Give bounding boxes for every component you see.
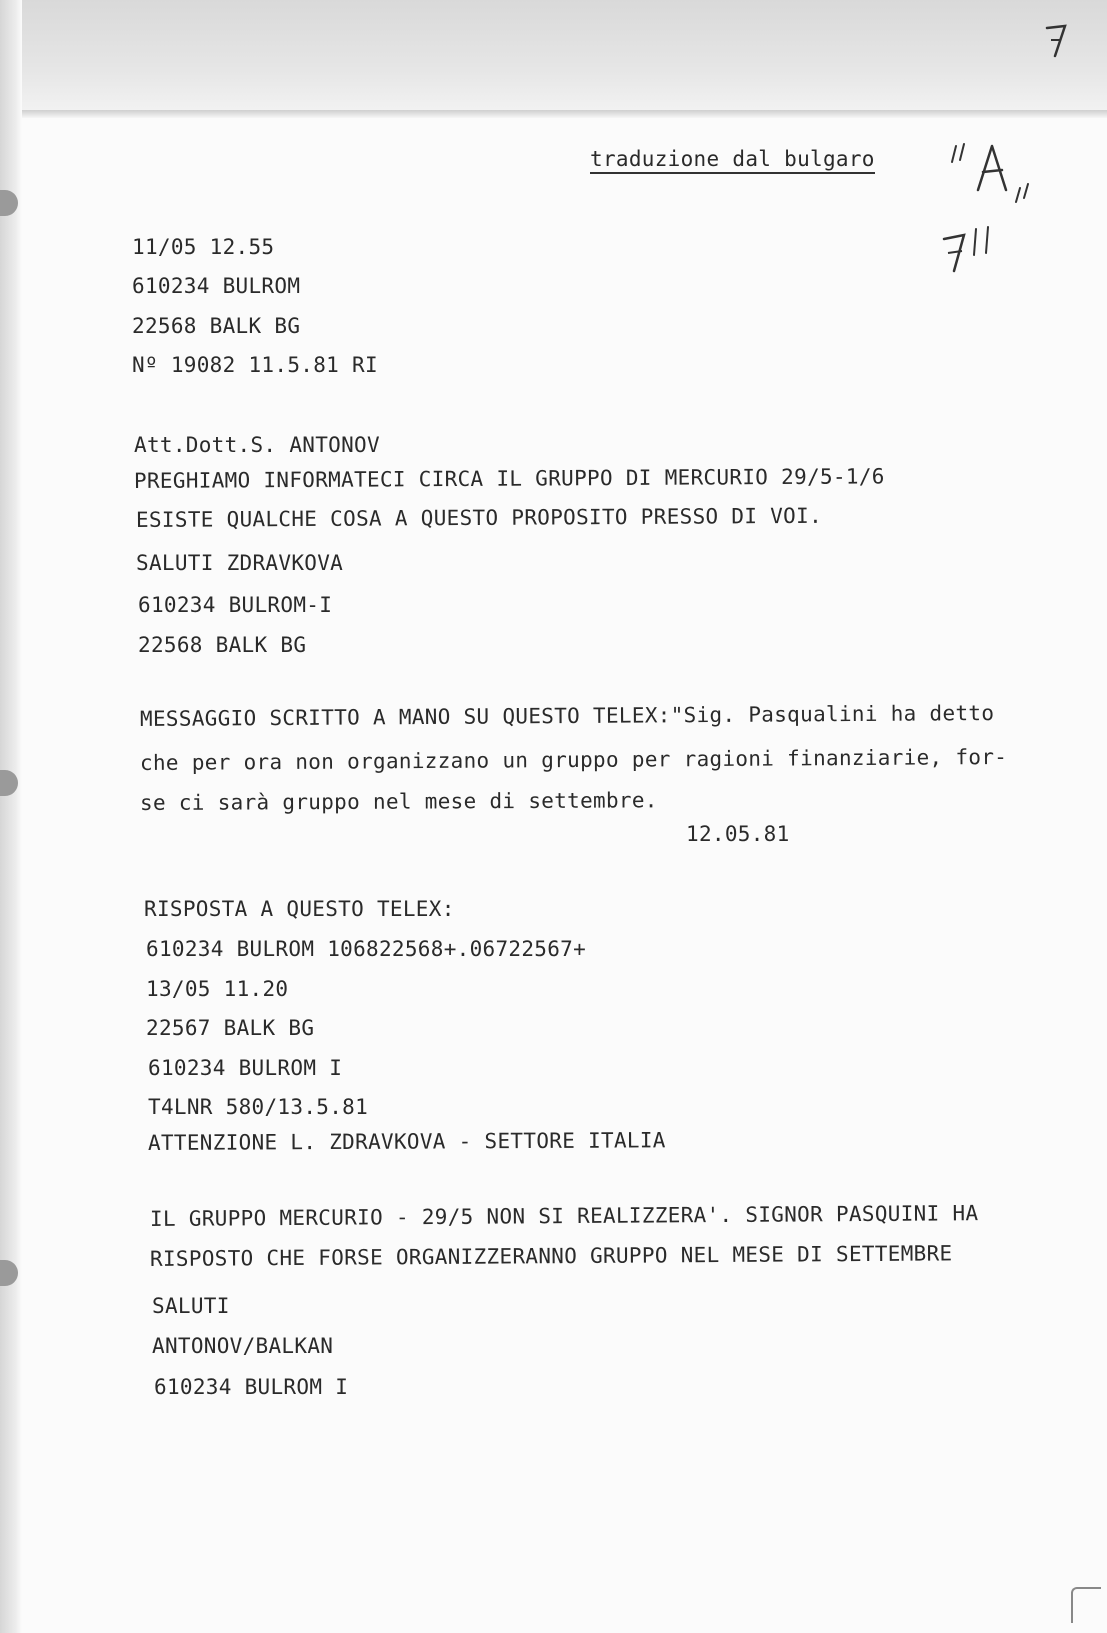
reply-sender-code: 22567 BALK BG (146, 1016, 315, 1040)
message-recipient-code: 22568 BALK BG (138, 633, 307, 657)
handwritten-number-annotation (940, 225, 1010, 275)
page-top-edge (10, 110, 1107, 118)
message-sender-code: 610234 BULROM-I (138, 593, 333, 617)
page-corner-mark (1071, 1587, 1101, 1623)
handwritten-page-number (1045, 22, 1067, 58)
reply-body-line: RISPOSTO CHE FORSE ORGANIZZERANNO GRUPPO NEL MESE DI SETTEMBRE (149, 1241, 953, 1271)
translation-heading: traduzione dal bulgaro (590, 146, 875, 174)
handwritten-a-annotation (950, 140, 1060, 220)
scan-left-margin (0, 0, 22, 1633)
reply-signature: ANTONOV/BALKAN (152, 1334, 334, 1358)
message-text-line: PREGHIAMO INFORMATECI CIRCA IL GRUPPO DI MERCURIO 29/5-1/6 (133, 464, 885, 493)
reply-recipient-code: 610234 BULROM I (148, 1056, 343, 1080)
handwritten-note-line: che per ora non organizzano un gruppo per ragioni finanziarie, for- (139, 744, 1008, 775)
reply-date-time: 13/05 11.20 (146, 977, 289, 1001)
reply-code-line: 610234 BULROM 106822568+.06722567+ (146, 937, 587, 961)
message-attention-line: Att.Dott.S. ANTONOV (134, 433, 380, 457)
scan-top-shadow (0, 0, 1107, 118)
handwritten-note-line: se ci sarà gruppo nel mese di settembre. (139, 788, 658, 815)
message-text-line: ESISTE QUALCHE COSA A QUESTO PROPOSITO PRESSO DI VOI. (135, 503, 823, 532)
telex-date-time: 11/05 12.55 (132, 235, 275, 259)
reply-sender-code: 610234 BULROM I (154, 1375, 349, 1399)
reply-heading: RISPOSTA A QUESTO TELEX: (144, 897, 455, 921)
telex-recipient-code: 22568 BALK BG (132, 314, 301, 338)
handwritten-note-date: 12.05.81 (686, 822, 790, 846)
telex-sender-code: 610234 BULROM (132, 274, 301, 298)
reply-reference-number: T4LNR 580/13.5.81 (148, 1095, 369, 1119)
message-signature: SALUTI ZDRAVKOVA (136, 551, 344, 575)
telex-number-line: Nº 19082 11.5.81 RI (132, 353, 378, 377)
reply-closing: SALUTI (152, 1294, 230, 1318)
reply-body-line: IL GRUPPO MERCURIO - 29/5 NON SI REALIZZERA'. SIGNOR PASQUINI HA (149, 1201, 979, 1231)
reply-attention-line: ATTENZIONE L. ZDRAVKOVA - SETTORE ITALIA (147, 1128, 666, 1155)
handwritten-note-line: MESSAGGIO SCRITTO A MANO SU QUESTO TELEX:"Sig. Pasqualini ha detto (139, 701, 995, 731)
